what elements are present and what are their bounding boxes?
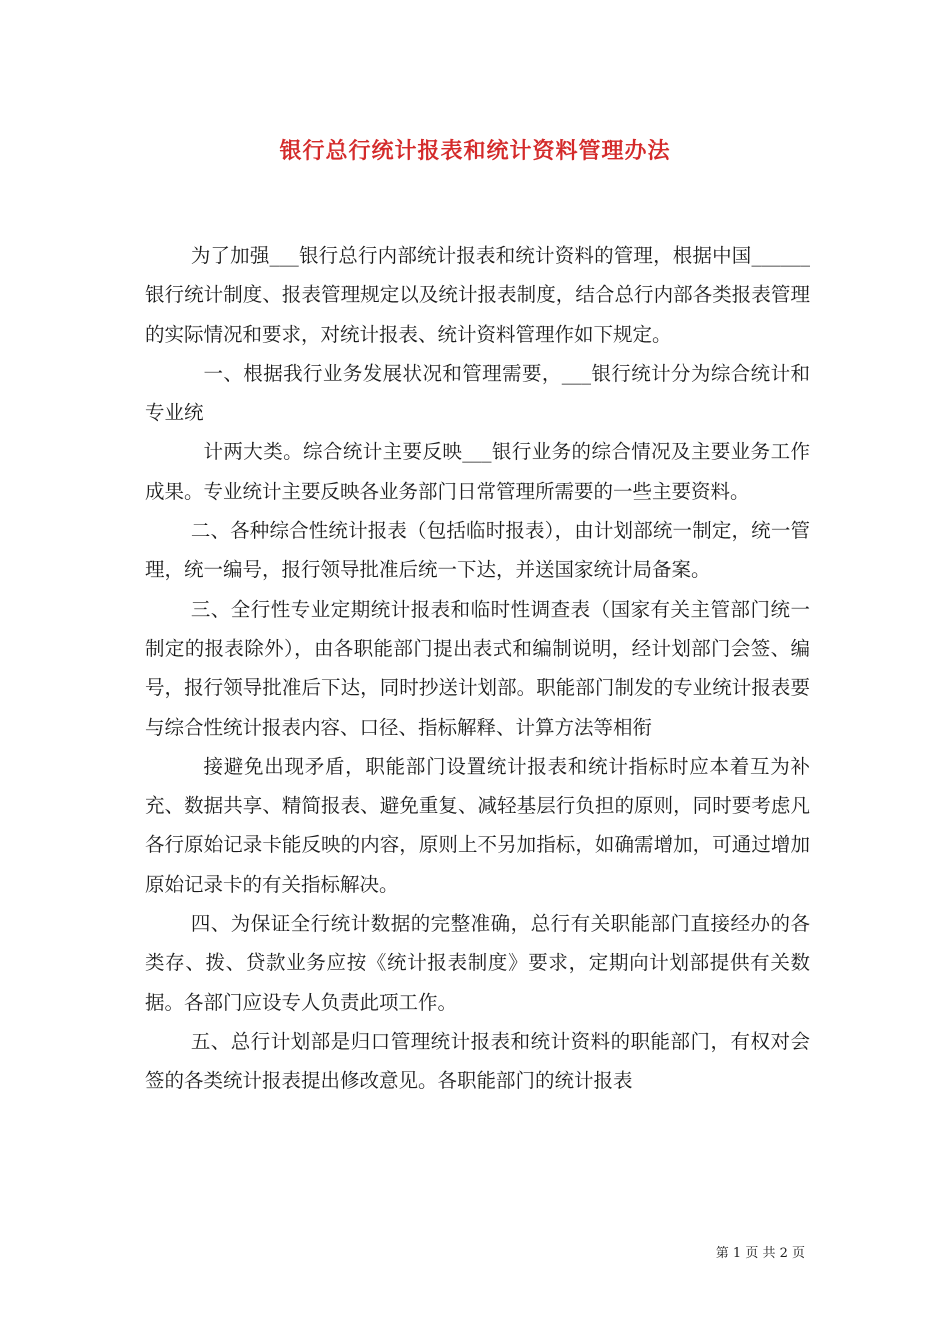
paragraph-section-4: 四、为保证全行统计数据的完整准确，总行有关职能部门直接经办的各类存、拨、贷款业务应按《统计报表制度》要求，定期向计划部提供有关数据。各部门应设专人负责此项工作。 (145, 912, 810, 1014)
paragraph-section-2: 二、各种综合性统计报表（包括临时报表），由计划部统一制定，统一管理，统一编号，报行领导批准后统一下达，并送国家统计局备案。 (145, 519, 810, 582)
paragraph-section-5: 五、总行计划部是归口管理统计报表和统计资料的职能部门，有权对会签的各类统计报表提出修改意见。各职能部门的统计报表 (145, 1029, 810, 1093)
document-title: 银行总行统计报表和统计资料管理办法 (279, 138, 671, 164)
paragraph-intro: 为了加强___银行总行内部统计报表和统计资料的管理，根据中国______银行统计制度、报表管理规定以及统计报表制度，结合总行内部各类报表管理的实际情况和要求，对统计报表、统计资料管理作如下规定。 (145, 244, 810, 346)
paragraph-section-1: 一、根据我行业务发展状况和管理需要，___银行统计分为综合统计和专业统 (145, 361, 810, 425)
paragraph-section-3-continued: 接避免出现矛盾，职能部门设置统计报表和统计指标时应本着互为补充、数据共享、精简报表、避免重复、减轻基层行负担的原则，同时要考虑凡各行原始记录卡能反映的内容，原则上不另加指标，如确需增加，可通过增加原始记录卡的有关指标解决。 (145, 754, 810, 896)
paragraph-section-1-continued: 计两大类。综合统计主要反映___银行业务的综合情况及主要业务工作成果。专业统计主要反映各业务部门日常管理所需要的一些主要资料。 (145, 440, 810, 503)
page-number: 第 1 页 共 2 页 (715, 1246, 805, 1261)
paragraph-section-3: 三、全行性专业定期统计报表和临时性调查表（国家有关主管部门统一制定的报表除外），由各职能部门提出表式和编制说明，经计划部门会签、编号，报行领导批准后下达，同时抄送计划部。职能部门制发的专业统计报表要与综合性统计报表内容、口径、指标解释、计算方法等相衔 (145, 597, 810, 739)
document-body (145, 236, 810, 1101)
